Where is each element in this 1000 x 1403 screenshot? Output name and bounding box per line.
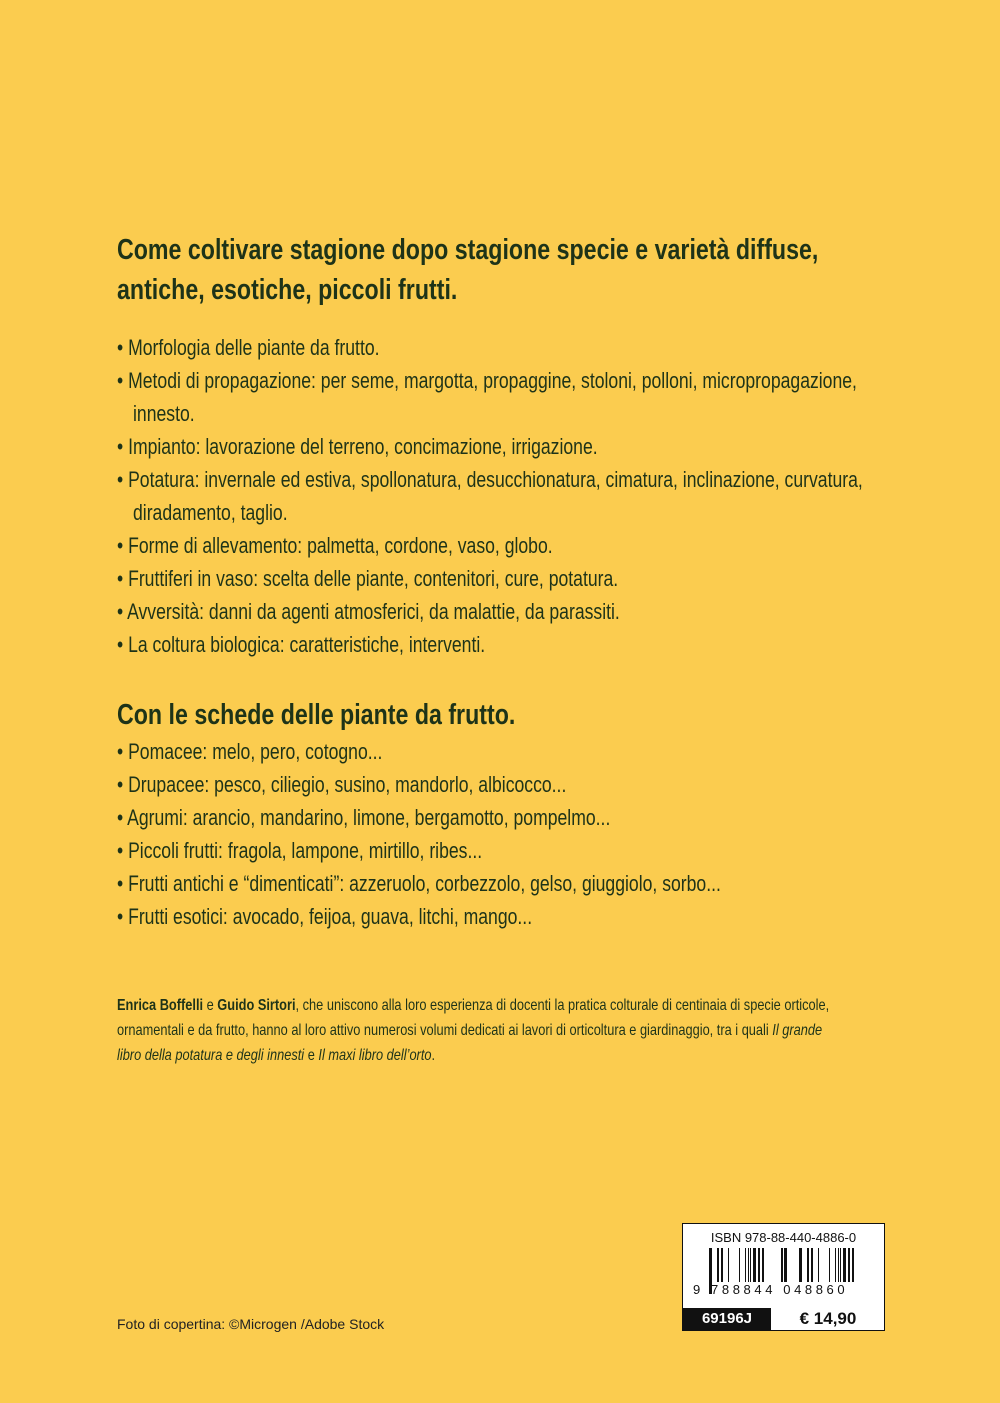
price: € 14,90 [799,1309,857,1328]
isbn-label: ISBN 978-88-440-4886-0 [710,1230,857,1245]
heading-main: Come coltivare stagione dopo stagione specie e varietà diffuse, antiche, esotiche, piccoli frutti. [117,234,819,306]
barcode-bar [840,1248,841,1282]
list-item: • Morfologia delle piante da frutto. [117,331,901,364]
bio-text: . [431,1047,436,1064]
list-item: • La coltura biologica: caratteristiche, interventi. [117,628,901,661]
photo-credit: Foto di copertina: ©Microgen /Adobe Stock [117,1316,385,1332]
bio-text: , che uniscono alla loro esperienza di docenti la pratica colturale di centinaia di specie orticole, ornamentali e da frutto, hanno al loro attivo numerosi volumi dedicati ai lavori di orticoltura e giardinaggio, tra i quali [117,997,830,1039]
list-item: • Avversità: danni da agenti atmosferici, da malattie, da parassiti. [117,595,901,628]
list-item: • Impianto: lavorazione del terreno, concimazione, irrigazione. [117,430,901,463]
barcode-bar [728,1248,729,1282]
barcode-bar [835,1248,836,1282]
barcode-bar [758,1248,760,1282]
barcode-bar [745,1248,746,1282]
list-item: • Piccoli frutti: fragola, lampone, mirtillo, ribes... [117,834,901,867]
barcode-bar [762,1248,764,1282]
barcode-bar [739,1248,740,1282]
book-title: Il maxi libro dell’orto [318,1047,432,1064]
author-name: Enrica Boffelli [117,997,204,1014]
barcode-bar [848,1248,850,1282]
list-item: • Metodi di propagazione: per seme, margotta, propaggine, stoloni, polloni, micropropagazione, innesto. [117,364,901,430]
author-bio [117,993,837,1068]
barcode-bar [838,1248,839,1282]
barcode-bar [784,1248,787,1282]
barcode-bar [843,1248,846,1282]
barcode-bar [799,1248,802,1282]
barcode-digits: 9 788844 048860 [693,1282,849,1297]
barcode-box [682,1223,885,1331]
features-list [117,331,901,661]
book-title: Il grande libro della potatura e degli innesti [117,1022,823,1064]
list-item: • Fruttiferi in vaso: scelta delle piante, contenitori, cure, potatura. [117,562,901,595]
author-name: Guido Sirtori [217,997,296,1014]
bio-text: e [304,1047,319,1064]
barcode-bar [852,1248,854,1282]
list-item: • Drupacee: pesco, ciliegio, susino, mandorlo, albicocco... [117,768,901,801]
barcode-bar [811,1248,813,1282]
list-item: • Forme di allevamento: palmetta, cordone, vaso, globo. [117,529,901,562]
list-item: • Agrumi: arancio, mandarino, limone, bergamotto, pompelmo... [117,801,901,834]
list-item: • Frutti esotici: avocado, feijoa, guava, litchi, mango... [117,900,901,933]
barcode-bar [717,1248,719,1282]
barcode-bar [818,1248,819,1282]
heading-fruit: Con le schede delle piante da frutto. [117,699,516,731]
barcode-bar [753,1248,756,1282]
barcode-bar [748,1248,749,1282]
main-content [117,230,901,661]
fruit-section [117,695,901,933]
list-item: • Pomacee: melo, pero, cotogno... [117,735,901,768]
barcode-bar [807,1248,809,1282]
barcode-bar [721,1248,723,1282]
fruit-list [117,735,901,933]
product-code: 69196J [683,1308,771,1330]
barcode-bar [750,1248,751,1282]
bio-text: e [203,997,218,1014]
list-item: • Potatura: invernale ed estiva, spollonatura, desucchionatura, cimatura, inclinazione, curvatura, diradamento, taglio. [117,463,901,529]
barcode-bar [829,1248,830,1282]
list-item: • Frutti antichi e “dimenticati”: azzeruolo, corbezzolo, gelso, giuggiolo, sorbo... [117,867,901,900]
barcode-bar [781,1248,783,1282]
